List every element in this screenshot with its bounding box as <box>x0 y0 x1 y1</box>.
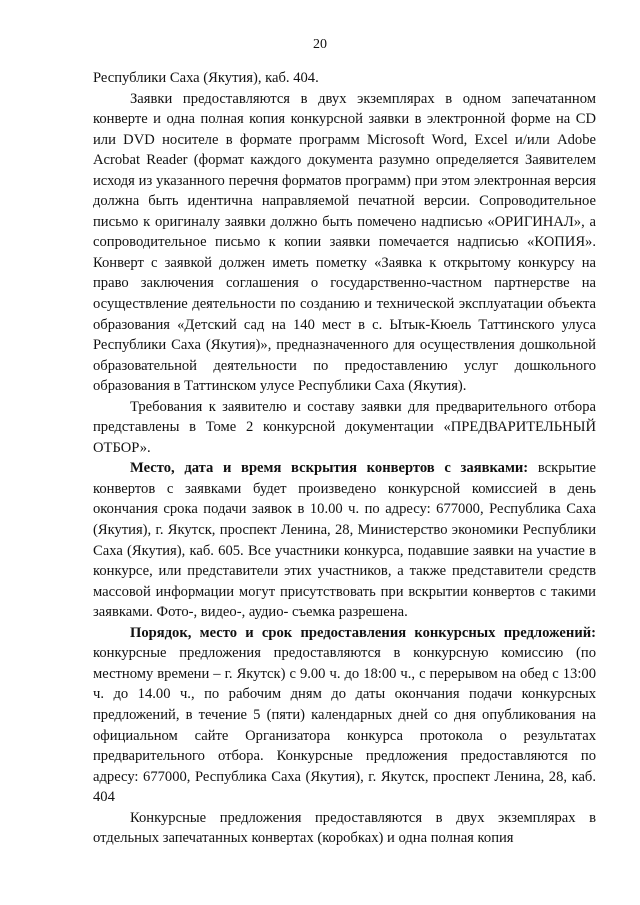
paragraph-text: Конкурсные предложения предоставляются в двух экземплярах в отдельных запечатанных конвертах (коробках) и одна полная копия <box>93 809 596 847</box>
paragraph-opening-envelopes <box>93 458 596 622</box>
page-number: 20 <box>313 37 327 52</box>
paragraph-requirements <box>93 397 596 459</box>
paragraph-application-submission <box>93 89 596 397</box>
paragraph-address-continuation <box>93 68 596 89</box>
document-body <box>93 68 596 849</box>
paragraph-proposals-procedure <box>93 623 596 808</box>
paragraph-heading: Место, дата и время вскрытия конвертов с заявками: <box>130 460 529 477</box>
paragraph-text: Республики Саха (Якутия), каб. 404. <box>93 70 319 86</box>
paragraph-text: конкурсные предложения предоставляются в конкурсную комиссию (по местному времени – г. Якутск) с 9.00 ч. до 18:00 ч., с перерывом на обед с 13:00 ч. до 14.00 ч., по рабочим дням до даты окончания подачи конкурсных предложений, в течение 5 (пяти) календарных дней со дня опубликования на официальном сайте Организатора конкурса протокола о результатах предварительного отбора. Конкурсные предложения предоставляются по адресу: 677000, Республика Саха (Якутия), г. Якутск, проспект Ленина, 28, каб. 404 <box>93 645 596 806</box>
paragraph-text: Заявки предоставляются в двух экземплярах в одном запечатанном конверте и одна полная копия конкурсной заявки в электронной форме на CD или DVD носителе в формате программ Microsoft Word, Excel и/или Adobe Acrobat Reader (формат каждого документа разумно определяется Заявителем исходя из указанного перечня форматов программ) при этом электронная версия должна быть идентична направляемой печатной версии. Сопроводительное письмо к оригиналу заявки должно быть помечено надписью «ОРИГИНАЛ», а сопроводительное письмо к копии заявки помечается надписью «КОПИЯ». Конверт с заявкой должен иметь пометку «Заявка к открытому конкурсу на право заключения соглашения о государственно-частном партнерстве на осуществление деятельности по созданию и технической эксплуатации объекта образования «Детский сад на 140 мест в с. Ытык-Кюель Таттинского улуса Республики Саха (Якутия)», предназначенного для осуществления дошкольной образовательной деятельности по предоставлению услуг дошкольного образования в Таттинском улусе Республики Саха (Якутия). <box>93 90 596 395</box>
paragraph-heading: Порядок, место и срок предоставления конкурсных предложений: <box>130 624 596 641</box>
paragraph-proposals-copies <box>93 808 596 849</box>
paragraph-text: вскрытие конвертов с заявками будет произведено конкурсной комиссией в день окончания срока подачи заявок в 10.00 ч. по адресу: 677000, Республика Саха (Якутия), г. Якутск, проспект Ленина, 28, Министерство экономики Республики Саха (Якутия), каб. 605. Все участники конкурса, подавшие заявки на участие в конкурсе, или представители этих участников, а также представители средств массовой информации могут присутствовать при вскрытии конвертов с такими заявками. Фото-, видео-, аудио- съемка разрешена. <box>93 460 597 621</box>
paragraph-text: Требования к заявителю и составу заявки для предварительного отбора представлены в Томе 2 конкурсной документации «ПРЕДВАРИТЕЛЬНЫЙ ОТБОР». <box>93 398 596 456</box>
